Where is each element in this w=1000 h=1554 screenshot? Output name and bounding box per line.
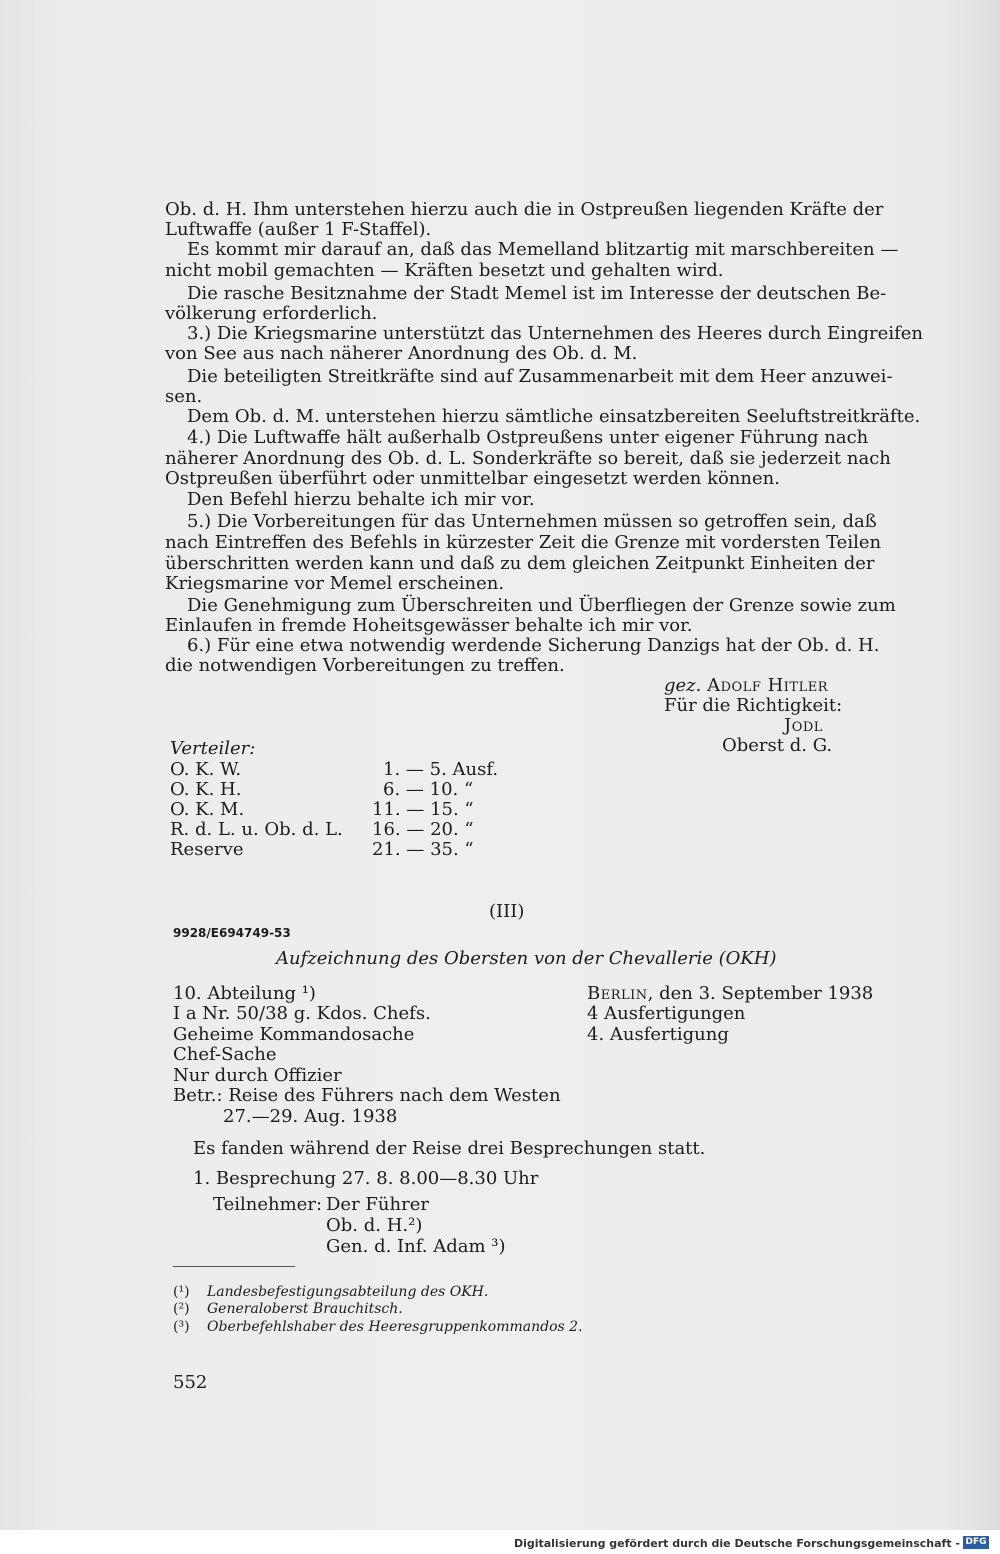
- page-number: 552: [173, 1372, 208, 1393]
- body-line: Dem Ob. d. M. unterstehen hierzu sämtliche einsatzbereiten Seeluftstreitkräfte.: [187, 406, 921, 427]
- footnote-mark: (¹): [173, 1284, 190, 1300]
- verteiler-range: 21. — 35. “: [372, 839, 474, 860]
- signature-rank: Oberst d. G.: [722, 735, 833, 756]
- meeting-line: 1. Besprechung 27. 8. 8.00—8.30 Uhr: [193, 1168, 539, 1189]
- body-line: 4.) Die Luftwaffe hält außerhalb Ostpreußens unter eigener Führung nach: [187, 427, 869, 448]
- verteiler-org: Reserve: [170, 839, 244, 860]
- body-line: völkerung erforderlich.: [165, 303, 378, 324]
- body-line: 6.) Für eine etwa notwendig werdende Sicherung Danzigs hat der Ob. d. H.: [187, 635, 880, 656]
- header-date: , den 3. September 1938: [647, 983, 874, 1004]
- body-line: Die beteiligten Streitkräfte sind auf Zusammenarbeit mit dem Heer anzuwei-: [187, 366, 893, 387]
- verteiler-range: 1. — 5. Ausf.: [383, 759, 499, 780]
- verteiler-range: 16. — 20. “: [372, 819, 474, 840]
- header-left-line: Geheime Kommandosache: [173, 1024, 415, 1045]
- document-reference: 9928/E694749-53: [173, 926, 291, 940]
- section-number: (III): [489, 901, 525, 922]
- footnote-text: Landesbefestigungsabteilung des OKH.: [207, 1284, 489, 1300]
- verteiler-org: O. K. H.: [170, 779, 242, 800]
- body-line: von See aus nach näherer Anordnung des Ob. d. M.: [165, 343, 638, 364]
- footnote-mark: (²): [173, 1301, 190, 1317]
- body-line: Es kommt mir darauf an, daß das Memelland blitzartig mit marschbereiten —: [187, 239, 899, 260]
- body-line: überschritten werden kann und daß zu dem gleichen Zeitpunkt Einheiten der: [165, 553, 875, 574]
- footer-text: Digitalisierung gefördert durch die Deutsche Forschungsgemeinschaft -: [513, 1537, 960, 1550]
- header-left-line: I a Nr. 50/38 g. Kdos. Chefs.: [173, 1003, 431, 1024]
- participant: Ob. d. H.²): [326, 1215, 423, 1236]
- body-line: Den Befehl hierzu behalte ich mir vor.: [187, 489, 535, 510]
- body-line: 5.) Die Vorbereitungen für das Unternehmen müssen so getroffen sein, daß: [187, 511, 877, 532]
- participant: Der Führer: [326, 1194, 429, 1215]
- header-copy-number: 4. Ausfertigung: [587, 1024, 729, 1045]
- body-line: nach Eintreffen des Befehls in kürzester Zeit die Grenze mit vordersten Teilen: [165, 532, 882, 553]
- verteiler-title: Verteiler:: [170, 738, 256, 759]
- header-left-line: Betr.: Reise des Führers nach dem Westen: [173, 1085, 561, 1106]
- header-left-line: Chef-Sache: [173, 1044, 277, 1065]
- body-line: näherer Anordnung des Ob. d. L. Sonderkräfte so bereit, daß sie jederzeit nach: [165, 448, 891, 469]
- header-left-line: 10. Abteilung ¹): [173, 983, 316, 1004]
- footnote-text: Oberbefehlshaber des Heeresgruppenkommandos 2.: [207, 1319, 583, 1335]
- body-line: 3.) Die Kriegsmarine unterstützt das Unternehmen des Heeres durch Eingreifen: [187, 323, 923, 344]
- verteiler-org: O. K. W.: [170, 759, 242, 780]
- body-line: sen.: [165, 386, 203, 407]
- body-line: nicht mobil gemachten — Kräften besetzt und gehalten wird.: [165, 260, 724, 281]
- signature-gez-label: gez.: [664, 675, 702, 696]
- header-left-line: Nur durch Offizier: [173, 1065, 342, 1086]
- participant: Gen. d. Inf. Adam ³): [326, 1236, 506, 1257]
- signature-name: Adolf Hitler: [707, 675, 828, 696]
- header-copies: 4 Ausfertigungen: [587, 1003, 746, 1024]
- header-left-line: 27.—29. Aug. 1938: [223, 1106, 398, 1127]
- signature-gez: [664, 676, 828, 696]
- footnote-mark: (³): [173, 1319, 190, 1335]
- verteiler-range: 6. — 10. “: [383, 779, 474, 800]
- body-line: die notwendigen Vorbereitungen zu treffen.: [165, 655, 565, 676]
- header-date-line: [587, 984, 873, 1004]
- footnote-rule: [173, 1266, 295, 1267]
- body-line: Die rasche Besitznahme der Stadt Memel ist im Interesse der deutschen Be-: [187, 283, 887, 304]
- body-line: Luftwaffe (außer 1 F-Staffel).: [165, 219, 432, 240]
- dfg-logo: DFG: [963, 1536, 989, 1549]
- verteiler-range: 11. — 15. “: [372, 799, 474, 820]
- verteiler-org: R. d. L. u. Ob. d. L.: [170, 819, 343, 840]
- body-line: Einlaufen in fremde Hoheitsgewässer behalte ich mir vor.: [165, 615, 693, 636]
- participants-label: Teilnehmer:: [213, 1194, 323, 1215]
- body-line: Die Genehmigung zum Überschreiten und Überfliegen der Grenze sowie zum: [187, 595, 896, 616]
- body-line: Kriegsmarine vor Memel erscheinen.: [165, 573, 505, 594]
- signature-jodl: Jodl: [784, 715, 823, 736]
- section-title: Aufzeichnung des Obersten von der Chevallerie (OKH): [276, 948, 777, 969]
- body-line: Ostpreußen überführt oder unmittelbar eingesetzt werden können.: [165, 468, 780, 489]
- footnote-text: Generaloberst Brauchitsch.: [207, 1301, 403, 1317]
- verteiler-org: O. K. M.: [170, 799, 245, 820]
- intro-text: Es fanden während der Reise drei Besprechungen statt.: [193, 1138, 706, 1159]
- header-city: Berlin: [587, 983, 648, 1004]
- body-line: Ob. d. H. Ihm unterstehen hierzu auch die in Ostpreußen liegenden Kräfte der: [165, 199, 884, 220]
- signature-richtigkeit: Für die Richtigkeit:: [664, 695, 843, 716]
